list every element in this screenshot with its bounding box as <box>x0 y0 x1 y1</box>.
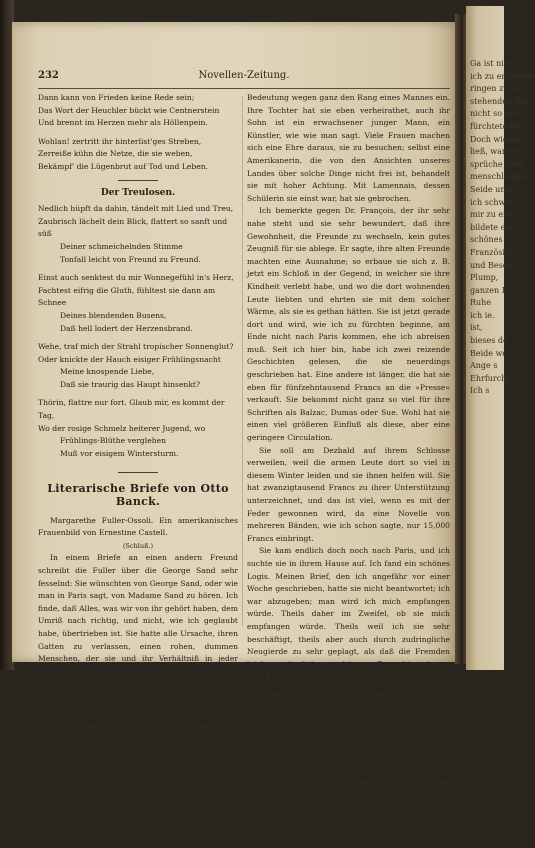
column-divider <box>242 96 243 626</box>
fragment-line: Doch wieder <box>470 134 522 144</box>
poem-stanza <box>38 272 238 341</box>
poem-line: Muß vor eisigem Wintersturm. <box>60 448 179 458</box>
poem-line: Deiner schmeichelnden Stimme <box>60 241 183 251</box>
verse-line: Zerreiße kühn die Netze, die sie weben, <box>38 149 193 159</box>
poem-stanza <box>38 341 238 397</box>
continuation-note: (Schluß.) <box>122 541 154 550</box>
header-rule <box>38 88 450 89</box>
poem-line: Daß sie traurig das Haupt hinsenkt? <box>60 379 201 389</box>
fragment-line: ich ie. <box>470 310 495 320</box>
fragment-line: fürchtete ich <box>470 121 523 131</box>
poem-line: Wehe, traf mich der Strahl tropischer Sonnenglut? <box>38 342 234 352</box>
fragment-line: Plump, <box>470 273 499 283</box>
fragment-line: ich zu erkennen <box>470 71 535 81</box>
fragment-line: Ruhe <box>470 298 492 308</box>
poem-stanza <box>38 203 238 272</box>
article-paragraph: In einem Briefe an einen andern Freund schreibt die Fuller über die George Sand sehr fesselnd: Sie wünschten von George Sand, oder wie man in Paris sagt, von Madame Sand zu hören. Ich finde, daß Alles, was wir von ihr gehört haben, dem Umriß nach richtig, und nicht, wie ich geglaubt habe, übertrieben ist. Sie hatte alle Ursache, ihren Gatten zu verlassen, einen rohen, dummen Menschen, der sie und ihr Verhältniß in jeder Weise beleidigte und vernachlässigte. Später gab er ihr die ganze Summe Geld ihr Kind zurück. Aber die Neigung, um deren willen sie ihn verließ, war auch von keiner Dauer. Sie soll eine Reihe von Liebhabern gehabt haben und noch jetzt mit einem gegenwärtigen auf dem Fuße unabhängiger Freundschaft und gemeinschaftlicher Mittel leben. In der Gesellschaft nimmt sie ihrer geistigen <box>38 553 238 764</box>
fragment-line: nicht so ver <box>470 109 518 119</box>
page-number: 232 <box>38 70 59 81</box>
verse-line: Wohlan! zertritt ihr hinterlist'ges Streben, <box>38 136 202 146</box>
poem-line: Tonfall leicht von Freund zu Freund. <box>60 254 201 264</box>
left-column <box>38 92 238 767</box>
article-paragraph: Es ist Gebrauch, die Empfehlungsbriefe in Person abzugeben; man weiß daher nie, ob Diejenigen, denen man sie bringt, den Besuch gern sehen. Außerdem würde mein Name von der amerikanischen Unterschrift entstellt gemeldet. Ich spreche schlecht Französisch, und nur in letzter Zeit ist es mir gelungen, in einer Unterhaltung, die ich in dieser Sprache führe, Etwas von meiner natürlichen Lebhaftigkeit zu übertragen. <box>247 735 450 846</box>
poem-line: Fachtest eifrig die Gluth, fühltest sie dann am Schnee <box>38 285 216 308</box>
poem-line: Einst auch senktest du mir Wonnegefühl in's Herz, <box>38 273 234 283</box>
right-column <box>247 92 450 848</box>
next-page-edge <box>466 6 535 670</box>
fragment-line: Ga ist nie, <box>470 59 512 68</box>
verse-line: Dann kann von Frieden keine Rede sein; <box>38 93 195 102</box>
verse-line: Bekämpf' die Lügenbrut auf Tod und Leben. <box>38 161 209 171</box>
poem-stanza <box>38 397 238 466</box>
poem-line: Frühlings-Blüthe verglehen <box>60 436 166 446</box>
poem-title: Der Treulosen. <box>100 187 176 198</box>
fragment-line: Französin, <box>470 247 513 257</box>
fragment-line: stehenden De <box>470 96 526 106</box>
fragment-line: menschlichen <box>470 172 526 182</box>
fragment-line: ich schwat <box>470 197 514 207</box>
fragment-line: ist, <box>470 323 483 333</box>
poem-body <box>38 203 238 466</box>
poem-line: Thörin, flattre nur fort. Glaub mir, es kommt der Tag, <box>38 398 225 421</box>
section-rule <box>118 180 158 181</box>
stanza-gap <box>38 460 238 466</box>
poem-line: Wo der rosige Schmelz heiterer Jugend, wo <box>38 423 206 433</box>
article-title: Literarische Briefe von Otto Banck. <box>47 482 229 509</box>
section-rule <box>118 472 158 473</box>
article-subtitle: Margarethe Fuller-Ossoli. Ein amerikanisches Frauenbild von Ernestine Castell. <box>38 515 238 538</box>
article-paragraph: Sie soll am Dezbald auf ihrem Schlosse verweilen, weil die armen Leute dort so viel in diesem Winter leiden und sie ihnen helfen will. Sie hat zwanzigtausend Francs zu ihrer Unterstützung unterzeichnet, und das ist viel, wenn es mit der Feder gewonnen wird, da eine Novelle von mehreren Bänden, wie ich schon sagte, nur 15,000 Francs einbringt. <box>247 445 450 543</box>
article-paragraph: Sie kam endlich doch noch nach Paris, und ich suchte sie in ihrem Hause auf. Ich fand ein schönes Logis. Meinen Brief, den ich ungefähr vor einer Woche geschrieben, hatte sie nicht beantwortet; ich war abzugeben; man wird ich mich empfangen würde. Theils daher im Zweifel, ob sie mich empfangen würde. Theils weil ich sie sehr beschäftigt, theils aber auch durch zudringliche Neugierde zu sehr geplagt, als daß die Fremden leicht zugänglich sein könnte. Zwar bin ich gar nicht furchtsam, ich gehe selbst in den Frankreich zum ersten Mal fühlte, aber ich habe in Frankreich zum ersten Mal einige Qualen der mauvaise honte kennen gelernt, genug, um zu wissen, was sie für Viele sein müssen. <box>247 546 450 732</box>
fragment-line: und Beschl <box>470 260 515 270</box>
poem-line: Daß hell lodert der Herzensbrand. <box>60 323 193 333</box>
fragment-line: schönes C <box>470 235 512 245</box>
verse-line: Und brennt im Herzen mehr als Höllenpein. <box>38 118 208 128</box>
fragment-line: Seide und <box>470 184 511 194</box>
fragment-line: ganzen L <box>470 285 507 295</box>
fragment-line: Beide we <box>470 348 508 358</box>
fragment-line: bieses de <box>470 336 508 346</box>
fragment-line: Ich s <box>470 386 490 396</box>
fragment-line: Ehrfurcht <box>470 373 510 383</box>
fragment-line: mir zu ein <box>470 210 511 220</box>
poem-line: Oder knickte der Hauch eisiger Frühlingsnacht <box>38 354 221 364</box>
poem-line: Meine knospende Liebe, <box>60 367 155 377</box>
poem-line: Nedlich hüpft da dahin, tändelt mit Lied und Treu, <box>38 204 234 214</box>
article-paragraph: Bedeutung wegen ganz den Rang eines Mannes ein. Ihre Tochter hat sie eben verheirathet, auch ihr Sohn ist ein erwachsener junger Mann, ein Künstler, wie wie man sagt. Viele Frauen machen sich eine Ehre daraus, sie zu besuchen; selbst eine Amerikanerin, die von den Ansichten unseres Landes über solche Dinge nicht frei ist, behandelt sie mit hoher Achtung. Mit Lamennais, dessen Schülerin sie einst war, hat sie gebrochen. <box>247 93 450 203</box>
poem-line: Deines blendenden Busens, <box>60 310 167 320</box>
poem-line: Zaubrisch lächelt dein Blick, flattert so sanft und süß <box>38 216 228 239</box>
fragment-line: ließ, ware w <box>470 147 520 157</box>
page-header <box>38 70 450 86</box>
verse-top <box>38 92 238 174</box>
article-paragraph: Ich bemerkte gegen Dr. François, der ihr sehr nahe steht und sie sehr bewundert, daß ihre Gewohnheit, die Freunde zu wechseln, kein gutes Zeugniß für sie ablege. Er sagte, ihre alten Freunde machten eine Ausnahme; so erbaue sie sich z. B. jetzt ein Schloß in der Gegend, in welcher sie ihre Kindheit verlebt habe, und wo die dort wohnenden Leute liebten und ehrten sie mit dem solcher Wärme, als sie es gethan hätten. Sie ist jetzt gerade dort und wird, wie ich zu fürchten beginne, am Ende nicht nach Paris kommen, ehe ich abreisen muß. Seit ich hier bin, habe ich zwei reizende Geschichten gelesen, die sie neuerdings geschrieben hat. Eine andere ist länger, die hat sie eben für fünfzehntausend Francs an die »Presse« verkauft. Sie bekommt nicht ganz so viel für ihre Schriften als Balzac, Dumas oder Sue. Wohl hat sie einen viel größeren Einfluß als diese, aber eine geringere Circulation. <box>247 206 450 443</box>
verse-line: Das Wort der Heuchler bückt wie Centnerstein <box>38 105 220 115</box>
running-title: Novellen-Zeitung. <box>198 70 290 81</box>
fragment-line: Ange s <box>470 361 498 371</box>
next-page-fragment <box>466 6 535 398</box>
fragment-line: sprüche ganz <box>470 159 525 169</box>
fragment-line: ringen zu w <box>470 84 518 94</box>
fragment-line: bildete ein <box>470 222 514 232</box>
